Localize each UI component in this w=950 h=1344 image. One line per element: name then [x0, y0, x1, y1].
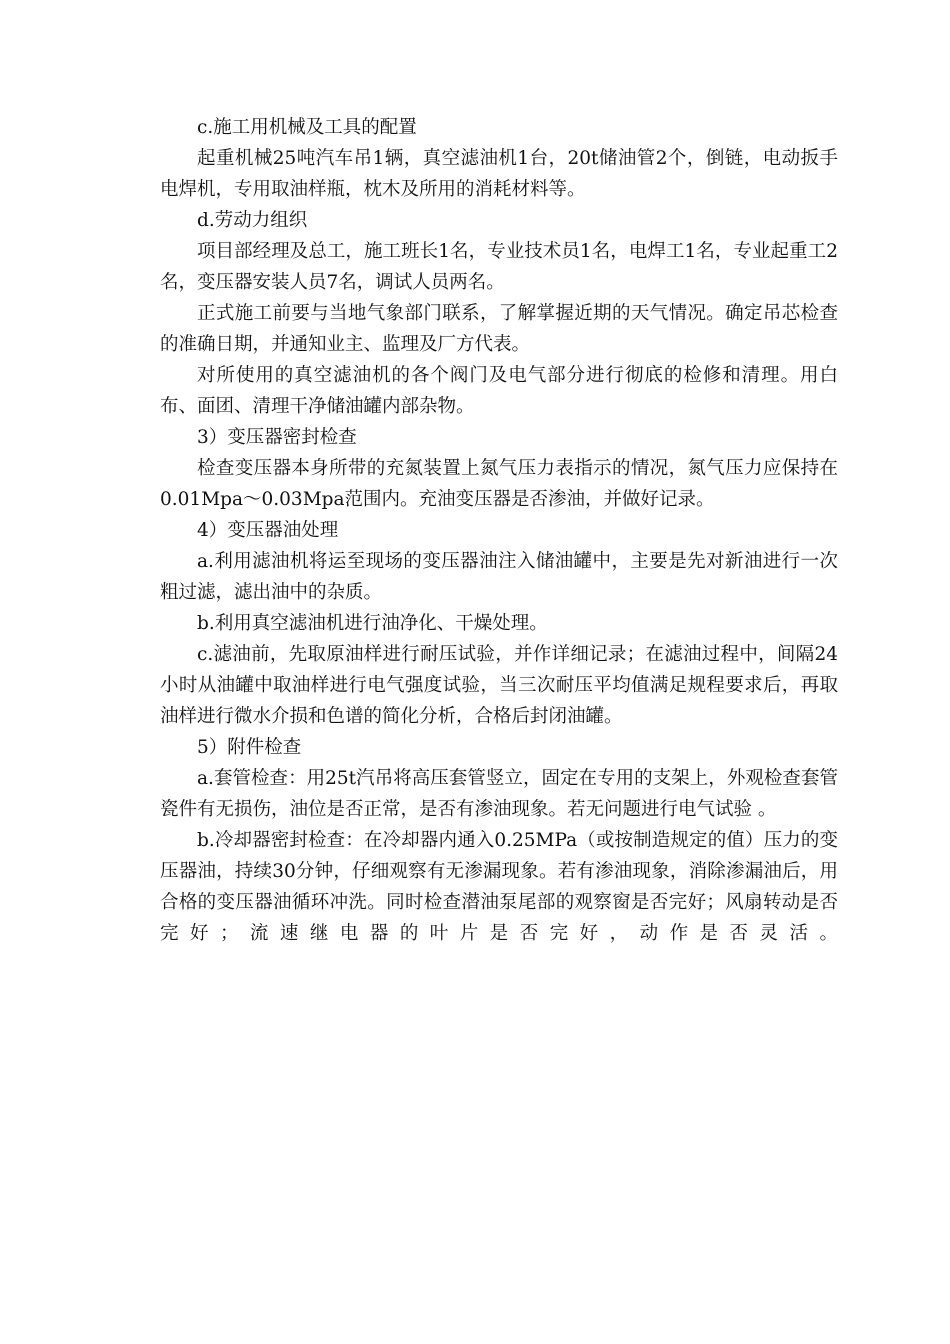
- paragraph-accessory-heading: 5）附件检查: [197, 737, 302, 758]
- paragraph-oil-step-b: b.利用真空滤油机进行油净化、干燥处理。: [197, 613, 548, 634]
- paragraph-weather-contact: 正式施工前要与当地气象部门联系，了解掌握近期的天气情况。确定吊芯检查的准确日期，并通知业主、监理及厂方代表。: [160, 303, 838, 355]
- paragraph-oil-step-a: a.利用滤油机将运至现场的变压器油注入储油罐中，主要是先对新油进行一次粗过滤，滤出油中的杂质。: [160, 551, 838, 603]
- paragraph-filter-maintenance: 对所使用的真空滤油机的各个阀门及电气部分进行彻底的检修和清理。用白布、面团、清理干净储油罐内部杂物。: [160, 365, 838, 417]
- paragraph-oil-step-c: c.滤油前，先取原油样进行耐压试验，并作详细记录；在滤油过程中，间隔24小时从油罐中取油样进行电气强度试验，当三次耐压平均值满足规程要求后，再取油样进行微水介损和色谱的简化分析，合格后封闭油罐。: [160, 644, 838, 727]
- paragraph-oil-heading: 4）变压器油处理: [197, 520, 339, 541]
- paragraph-cooler-check: b.冷却器密封检查：在冷却器内通入0.25MPa（或按制造规定的值）压力的变压器油，持续30分钟，仔细观察有无渗漏现象。若有渗油现象，消除渗漏油后，用合格的变压器油循环冲洗。同时检查潜油泵尾部的观察窗是否完好；风扇转动是否完好；流速继电器的叶片是否完好，动作是否灵活。: [160, 830, 838, 944]
- paragraph-labor-heading: d.劳动力组织: [197, 210, 308, 231]
- paragraph-machinery-list: 起重机械25吨汽车吊1辆，真空滤油机1台，20t储油管2个，倒链，电动扳手电焊机，专用取油样瓶，枕木及所用的消耗材料等。: [160, 148, 838, 200]
- paragraph-seal-heading: 3）变压器密封检查: [197, 427, 357, 448]
- document-body: [160, 112, 838, 949]
- paragraph-seal-check: 检查变压器本身所带的充氮装置上氮气压力表指示的情况，氮气压力应保持在0.01Mpa～0.03Mpa范围内。充油变压器是否渗油，并做好记录。: [160, 458, 838, 510]
- paragraph-bushing-check: a.套管检查：用25t汽吊将高压套管竖立，固定在专用的支架上，外观检查套管瓷件有无损伤，油位是否正常，是否有渗油现象。若无问题进行电气试验 。: [160, 768, 838, 820]
- paragraph-labor-list: 项目部经理及总工，施工班长1名，专业技术员1名，电焊工1名，专业起重工2名，变压器安装人员7名，调试人员两名。: [160, 241, 838, 293]
- paragraph-machinery-heading: c.施工用机械及工具的配置: [197, 117, 417, 138]
